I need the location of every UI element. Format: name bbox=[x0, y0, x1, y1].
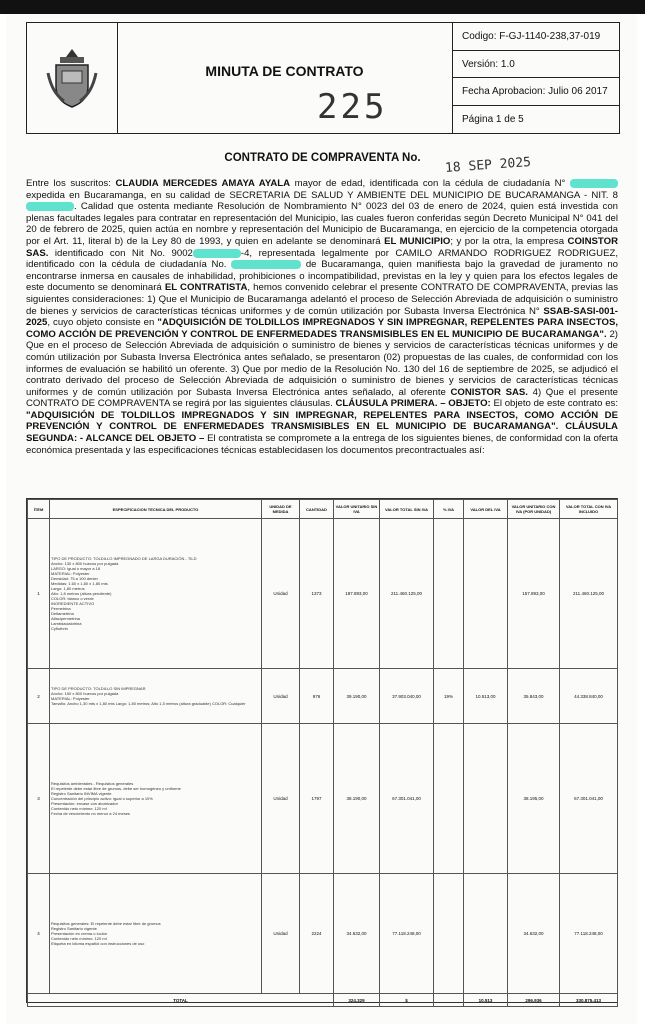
cell-unit-price: 187.893,00 bbox=[334, 519, 380, 669]
col-header: UNIDAD DE MEDIDA bbox=[262, 500, 300, 519]
table-row bbox=[28, 874, 618, 994]
col-header: VALOR TOTAL SIN IVA bbox=[380, 500, 434, 519]
spec-line: Medidas: 1.60 x 1.80 x 1.80 mts bbox=[51, 581, 108, 586]
spec-line: Largo: 1,80 metros bbox=[51, 586, 85, 591]
cell-unit: Unidad bbox=[262, 669, 300, 724]
cell-unit-with-iva: 157.893,00 bbox=[508, 519, 560, 669]
document-code: Codigo: F-GJ-1140-238,37-019 bbox=[452, 23, 619, 51]
col-header: CANTIDAD bbox=[300, 500, 334, 519]
cell-qty: 1373 bbox=[300, 519, 334, 669]
spec-line: TIPO DE PRODUCTO: TOLDILLO IMPREGNADO DE LARGA DURACIÓN - TILD bbox=[51, 556, 197, 561]
spec-line: Contenido neto mínimo: 120 ml bbox=[51, 806, 107, 811]
total-unit-price: 324.329 bbox=[334, 994, 380, 1007]
cell-iva bbox=[464, 724, 508, 874]
total-value: $ bbox=[380, 994, 434, 1007]
cell-iva: 10.513,00 bbox=[464, 669, 508, 724]
cell-total: 211.460.125,00 bbox=[380, 519, 434, 669]
table-row bbox=[28, 519, 618, 669]
spec-line: Concentración del principio activo: igual o superior a 10% bbox=[51, 796, 153, 801]
cell-iva bbox=[464, 519, 508, 669]
total-label: TOTAL bbox=[28, 994, 334, 1007]
document-header bbox=[26, 22, 620, 134]
total-iva-pct bbox=[434, 994, 464, 1007]
spec-line: Presentación: envase con atomizador bbox=[51, 801, 118, 806]
spec-line: Alto: 1,8 metros (altura pendiente) bbox=[51, 591, 112, 596]
spec-line: Alfacipermetrina bbox=[51, 616, 80, 621]
cell-iva-pct: 19% bbox=[434, 669, 464, 724]
approval-date: Fecha Aprobacion: Julio 06 2017 bbox=[452, 78, 619, 106]
spec-line: Presentación en crema o loción bbox=[51, 931, 108, 936]
coat-of-arms-logo bbox=[27, 23, 118, 133]
cell-unit-price: 39.190,00 bbox=[334, 669, 380, 724]
spec-line: Tamaño: Ancho 1,30 mts x 1,80 mts Largo: 1,80 metros; Alto 1,5 metros (altura graduable) COLOR: Cualquier bbox=[51, 701, 246, 706]
handwritten-contract-number: 225 bbox=[317, 87, 388, 127]
spec-line: Lambdacialotrina bbox=[51, 621, 82, 626]
table-total-row bbox=[28, 994, 618, 1007]
col-header: VALOR UNITARIO SIN IVA bbox=[334, 500, 380, 519]
cell-unit-price: 34.632,00 bbox=[334, 874, 380, 994]
cell-total-with-iva: 77.118.248,00 bbox=[560, 874, 618, 994]
document-title: MINUTA DE CONTRATO bbox=[205, 63, 364, 79]
document-version: Versión: 1.0 bbox=[452, 51, 619, 79]
col-header: % IVA bbox=[434, 500, 464, 519]
cell-item: 3 bbox=[28, 724, 50, 874]
spec-line: Etiqueta en idioma español con instrucciones de uso bbox=[51, 941, 145, 946]
cell-item: 2 bbox=[28, 669, 50, 724]
page-number: Página 1 de 5 bbox=[462, 113, 524, 125]
cell-qty: 2224 bbox=[300, 874, 334, 994]
col-header: VALOR TOTAL CON IVA INCLUIDO bbox=[560, 500, 618, 519]
cell-qty: 1797 bbox=[300, 724, 334, 874]
top-bar bbox=[0, 0, 645, 14]
spec-line: Contenido neto mínimo: 120 ml bbox=[51, 936, 107, 941]
total-with-iva: 330.875.413 bbox=[560, 994, 618, 1007]
cell-unit: Unidad bbox=[262, 874, 300, 994]
items-table bbox=[26, 498, 618, 1003]
spec-line: Ancho: 130 x 800 huecos por pulgada bbox=[51, 561, 119, 566]
contract-body bbox=[26, 178, 618, 456]
cell-total-with-iva: 211.460.125,00 bbox=[560, 519, 618, 669]
cell-total-with-iva: 44.338.840,00 bbox=[560, 669, 618, 724]
redaction-mark bbox=[193, 249, 241, 258]
cell-spec bbox=[50, 724, 262, 874]
spec-line: TIPO DE PRODUCTO: TOLDILLO SIN IMPREGNAR bbox=[51, 686, 146, 691]
cell-unit: Unidad bbox=[262, 724, 300, 874]
spec-line: Permetrina bbox=[51, 606, 71, 611]
col-header: ESPECIFICACION TECNICA DEL PRODUCTO bbox=[50, 500, 262, 519]
cell-unit-with-iva: 38.195,00 bbox=[508, 724, 560, 874]
spec-line: MATERIAL: Polyester bbox=[51, 571, 90, 576]
spec-line: Registro Sanitario INVIMA vigente bbox=[51, 791, 112, 796]
cell-item: 4 bbox=[28, 874, 50, 994]
spec-line: MATERIAL: Polyester bbox=[51, 696, 90, 701]
col-header: ÍTEM bbox=[28, 500, 50, 519]
header-meta bbox=[452, 23, 619, 133]
date-stamp: 18 SEP 2025 bbox=[444, 155, 532, 176]
cell-spec bbox=[50, 519, 262, 669]
cell-total: 77.118.248,00 bbox=[380, 874, 434, 994]
spec-line: Cyfluthrin bbox=[51, 626, 68, 631]
table-row bbox=[28, 669, 618, 724]
contract-subtitle: CONTRATO DE COMPRAVENTA No. bbox=[224, 152, 421, 164]
cell-spec bbox=[50, 874, 262, 994]
cell-qty: 976 bbox=[300, 669, 334, 724]
cell-unit-with-iva: 35.843,00 bbox=[508, 669, 560, 724]
cell-unit: Unidad bbox=[262, 519, 300, 669]
spec-line: Deltametrina bbox=[51, 611, 74, 616]
spec-line: Densidad: 75 a 100 denier bbox=[51, 576, 98, 581]
col-header: VALOR DEL IVA bbox=[464, 500, 508, 519]
coat-of-arms-icon bbox=[42, 43, 102, 113]
cell-iva-pct bbox=[434, 724, 464, 874]
contract-paragraph: Entre los suscritos: CLAUDIA MERCEDES AMAYA AYALA mayor de edad, identificada con la cédula de ciudadanía N° expedida en Bucaramanga, en su calidad de SECRETARIA DE SALUD Y AMBIENTE DEL MUNICIPIO DE BUCARAMANGA - NIT. 8. Calidad que ostenta mediante Resolución de Nombramiento N° 0023 del 03 de enero de 2024, quien está investida con plenas facultades legales para contratar en representación del Municipio, las cuales fueron conferidas según Decreto Municipal N° 041 del 20 de febrero de 2025, quien actúa en nombre y representación del Municipio de Bucaramanga, en ejercicio de la competencia otorgada por el Art. 11, literal b) de la Ley 80 de 1993, y quien en adelante se denominará EL MUNICIPIO; y por la otra, la empresa COINSTOR SAS. identificado con Nit No. 9002 -4, representada legalmente por CAMILO ARMANDO RODRIGUEZ RODRIGUEZ, identificado con la cédula de ciudadanía No. de Bucaramanga, quien manifiesta bajo la gravedad de juramento no encontrarse inmersa en causales de inhabilidad, prohibiciones o incompatibilidad, previstas en la ley y quien para los efectos legales de este documento se denominará EL CONTRATISTA, hemos convenido celebrar el presente CONTRATO DE COMPRAVENTA, previas las siguientes consideraciones: 1) Que el Municipio de Bucaramanga adelantó el proceso de Selección Abreviada de adquisición o suministro de bienes y servicios de características técnicas uniformes y de común utilización por Subasta Inversa Electrónica N° SSAB-SASI-001-2025, cuyo objeto consiste en "ADQUISICIÓN DE TOLDILLOS IMPREGNADOS Y SIN IMPREGNAR, REPELENTES PARA INSECTOS, COMO ACCIÓN DE PREVENCIÓN Y CONTROL DE ENFERMEDADES TRANSMISIBLES EN EL MUNICIPIO DE BUCARAMANGA". 2) Que en el proceso de Selección Abreviada de adquisición o suministro de bienes y servicios de características técnicas uniformes y de común utilización por Subasta Inversa Electrónica antes señalado, se presentaron (02) propuestas de las cuales, de conformidad con los informes de evaluación se habilitó un oferente. 3) Que por medio de la Resolución No. 130 del 16 de septiembre de 2025, se adjudicó el contrato derivado del proceso de Selección Abreviada de adquisición o suministro de bienes y servicios de características técnicas uniformes y de común utilización por Subasta Inversa Electrónica antes señalado, al oferente CONISTOR SAS. 4) Que el presente CONTRATO DE COMPRAVENTA se regirá por las siguientes cláusulas. CLÁUSULA PRIMERA. – OBJETO: El objeto de este contrato es: "ADQUISICIÓN DE TOLDILLOS IMPREGNADOS Y SIN IMPREGNAR, REPELENTES PARA INSECTOS, COMO ACCIÓN DE PREVENCIÓN Y CONTROL DE ENFERMEDADES TRANSMISIBLES EN EL MUNICIPIO DE BUCARAMANGA". CLÁUSULA SEGUNDA: - ALCANCE DEL OBJETO – El contratista se compromete a la entrega de los siguientes bienes, de conformidad con la oferta económica presentada y las especificaciones técnicas establecidasen los documentos precontractuales así: bbox=[26, 178, 619, 456]
spec-line: Requisitos ambientales - Requisitos generales bbox=[51, 781, 134, 786]
total-iva: 10.513 bbox=[464, 994, 508, 1007]
cell-total-with-iva: 67.301.041,00 bbox=[560, 724, 618, 874]
redaction-mark bbox=[570, 179, 618, 188]
redaction-mark bbox=[26, 202, 74, 211]
cell-total: 37.903.040,00 bbox=[380, 669, 434, 724]
cell-unit-price: 38.190,00 bbox=[334, 724, 380, 874]
spec-line: COLOR: blanco o verde bbox=[51, 596, 94, 601]
spec-line: Requisitos generales: El repelente debe estar libre de grumos bbox=[51, 921, 161, 926]
col-header: VALOR UNITARIO CON IVA (POR UNIDAD) bbox=[508, 500, 560, 519]
spec-line: El repelente debe estar libre de grumos, debe ser homogéneo y uniforme bbox=[51, 786, 181, 791]
total-unit-with-iva: 296.936 bbox=[508, 994, 560, 1007]
cell-item: 1 bbox=[28, 519, 50, 669]
cell-total: 67.301.041,00 bbox=[380, 724, 434, 874]
spec-line: LARGO: igual o mayor a 18 bbox=[51, 566, 101, 571]
spec-line: Registro Sanitario vigente bbox=[51, 926, 97, 931]
cell-iva-pct bbox=[434, 874, 464, 994]
cell-iva-pct bbox=[434, 519, 464, 669]
spec-line: Fecha de vencimiento no menor a 24 meses bbox=[51, 811, 130, 816]
cell-unit-with-iva: 34.632,00 bbox=[508, 874, 560, 994]
spec-line: INGREDIENTE ACTIVO bbox=[51, 601, 95, 606]
redaction-mark bbox=[231, 260, 301, 269]
table-row bbox=[28, 724, 618, 874]
cell-spec bbox=[50, 669, 262, 724]
spec-line: Ancho: 150 x 800 huecos por pulgada bbox=[51, 691, 119, 696]
table-header-row bbox=[28, 500, 618, 519]
header-title-cell bbox=[117, 23, 453, 133]
cell-iva bbox=[464, 874, 508, 994]
